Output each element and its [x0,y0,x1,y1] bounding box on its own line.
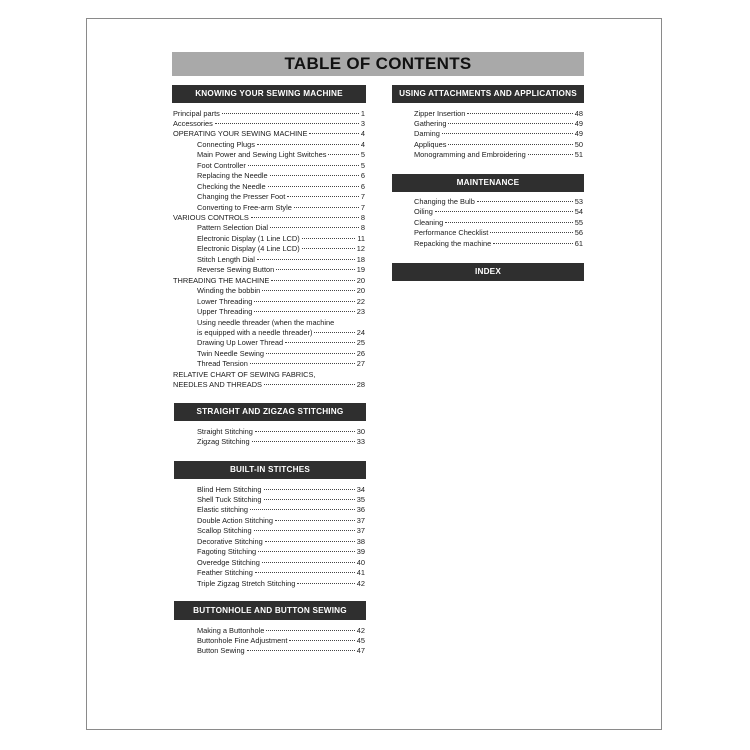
toc-leader-dots [442,133,573,134]
toc-entry-label: Changing the Presser Foot [197,192,286,202]
toc-leader-dots [271,280,354,281]
toc-entry-page: 35 [356,494,365,504]
toc-leader-dots [266,353,355,354]
toc-entry-page: 53 [574,197,583,206]
toc-entry-label: OPERATING YOUR SEWING MACHINE [173,129,308,139]
toc-entry-page: 49 [574,129,583,139]
toc-entry-page: 50 [574,139,583,149]
toc-entry-label: Fagoting Stitching [197,547,257,557]
toc-entry [173,213,365,223]
toc-leader-dots [435,211,573,212]
toc-leader-dots [275,520,355,521]
toc-entry-label: Darning [414,129,440,139]
toc-entry-label: Twin Needle Sewing [197,348,264,358]
toc-entry [414,239,583,249]
toc-entry-label: Checking the Needle [197,181,266,191]
toc-leader-dots [254,530,355,531]
toc-entry-label: Connecting Plugs [197,139,255,149]
toc-entry [197,171,365,181]
toc-entry [197,427,365,437]
toc-leader-dots [276,269,355,270]
toc-entry-page: 30 [356,426,365,436]
toc-entry-page: 34 [356,484,365,494]
toc-entry-label: Buttonhole Fine Adjustment [197,635,288,645]
toc-entry-page: 27 [356,359,365,369]
toc-entry-page: 41 [356,568,365,578]
toc-leader-dots [254,301,354,302]
toc-leader-dots [268,186,359,187]
toc-leader-dots [477,201,573,202]
toc-entry [414,197,583,207]
toc-entry [197,338,365,348]
toc-entry-page: 7 [360,202,365,212]
toc-leader-dots [302,238,356,239]
toc-entry-page: 48 [574,108,583,118]
section-header-index: INDEX [392,263,584,281]
toc-entry-page: 22 [356,296,365,306]
toc-entry [197,307,365,317]
toc-entry [173,370,365,380]
toc-entry-label: Monogramming and Embroidering [414,150,526,160]
toc-entry-label: Gathering [414,118,447,128]
toc-leader-dots [265,541,355,542]
section-header-straight: STRAIGHT AND ZIGZAG STITCHING [174,403,366,421]
toc-leader-dots [528,154,573,155]
toc-leader-dots [289,640,354,641]
section-header-buttonhole: BUTTONHOLE AND BUTTON SEWING [174,601,366,620]
toc-entry-label: Thread Tension [197,359,248,369]
toc-leader-dots [255,572,355,573]
toc-entry-label: Performance Checklist [414,228,489,238]
toc-entry-page: 47 [356,646,365,656]
toc-entry-label: Reverse Sewing Button [197,265,275,275]
toc-leader-dots [328,154,358,155]
toc-entry [197,646,365,656]
toc-entry-label: Zigzag Stitching [197,436,250,446]
toc-leader-dots [266,630,354,631]
toc-entry-label: is equipped with a needle threader) [197,327,313,337]
toc-entry-page: 5 [360,150,365,160]
toc-entry [197,359,365,369]
toc-entry-page: 36 [356,505,365,515]
toc-leader-dots [257,259,355,260]
toc-entry [173,109,365,119]
toc-entry [197,182,365,192]
toc-leader-dots [270,227,359,228]
toc-entry [197,626,365,636]
toc-entry-label: Decorative Stitching [197,536,263,546]
toc-entry-label: Appliques [414,139,447,149]
toc-entry-label: Blind Hem Stitching [197,484,262,494]
toc-entry-label: THREADING THE MACHINE [173,275,270,285]
toc-entry [197,526,365,536]
toc-entry-label: Electronic Display (1 Line LCD) [197,233,300,243]
toc-entry-label: Stitch Length Dial [197,254,255,264]
toc-entry-page: 39 [356,547,365,557]
toc-entry-label: Drawing Up Lower Thread [197,338,284,348]
toc-entry-page: 23 [356,307,365,317]
toc-entry [197,203,365,213]
toc-entry [197,140,365,150]
toc-entry-page: 8 [360,223,365,233]
toc-entry-page: 56 [574,228,583,238]
toc-entry [414,129,583,139]
toc-entry-page: 3 [360,118,365,128]
toc-leader-dots [294,207,359,208]
toc-entry-page: 55 [574,217,583,227]
toc-entry-page: 8 [360,213,365,222]
toc-entry-page: 5 [360,160,365,170]
toc-entry-label: Feather Stitching [197,568,253,578]
toc-entry-label: Principal parts [173,108,220,118]
toc-entry-page: 24 [356,327,365,337]
toc-leader-dots [264,489,355,490]
toc-leader-dots [250,509,355,510]
toc-entry-page: 51 [574,150,583,160]
toc-entry-label: Overedge Stitching [197,557,260,567]
toc-leader-dots [262,562,355,563]
toc-entry-label: Zipper Insertion [414,108,466,118]
toc-entry [197,495,365,505]
toc-leader-dots [309,133,358,134]
toc-leader-dots [248,165,359,166]
toc-leader-dots [262,290,354,291]
toc-leader-dots [270,175,359,176]
toc-entry-page: 4 [360,139,365,149]
toc-entry [197,349,365,359]
toc-entry [414,140,583,150]
toc-entry-page: 1 [360,108,365,118]
toc-entry-page: 18 [356,254,365,264]
toc-entry-page: 26 [356,348,365,358]
toc-entry-page: 28 [356,380,365,390]
toc-leader-dots [222,113,359,114]
toc-leader-dots [314,332,354,333]
toc-entry-label: Repacking the machine [414,238,492,248]
toc-leader-dots [493,243,573,244]
toc-leader-dots [247,650,355,651]
toc-entry-label: Changing the Bulb [414,197,475,206]
toc-entry-label: Pattern Selection Dial [197,223,269,233]
toc-entry [197,485,365,495]
toc-entry-label: VARIOUS CONTROLS [173,213,249,222]
toc-entry [414,119,583,129]
toc-entry-label: Upper Threading [197,307,253,317]
toc-entry-page: 20 [356,275,365,285]
toc-entry-page: 42 [356,578,365,588]
toc-entry-page: 61 [574,238,583,248]
toc-entry [414,207,583,217]
toc-entry-label: Triple Zigzag Stretch Stitching [197,578,296,588]
toc-entry [173,380,365,390]
toc-entry-label: Scallop Stitching [197,526,252,536]
toc-entry [197,568,365,578]
toc-entry-page: 38 [356,536,365,546]
toc-entry [173,129,365,139]
toc-entry [197,636,365,646]
toc-entry [414,228,583,238]
toc-entry-label: Using needle threader (when the machine [197,317,335,327]
toc-entry-page: 37 [356,526,365,536]
toc-entry [173,276,365,286]
toc-entry [173,119,365,129]
toc-entry-page: 19 [356,265,365,275]
toc-entry [197,297,365,307]
toc-entry-label: RELATIVE CHART OF SEWING FABRICS, [173,369,316,379]
toc-entry-page: 11 [357,233,365,243]
toc-leader-dots [287,196,359,197]
toc-leader-dots [252,441,355,442]
toc-entry [197,223,365,233]
toc-leader-dots [255,431,355,432]
toc-entry-label: Making a Buttonhole [197,625,265,635]
toc-entry-label: Replacing the Needle [197,171,268,181]
toc-entry [197,192,365,202]
toc-entry [197,328,365,338]
toc-leader-dots [215,123,359,124]
toc-entry-label: NEEDLES AND THREADS [173,380,262,390]
section-header-maintenance: MAINTENANCE [392,174,584,192]
toc-entry [197,150,365,160]
toc-entry [197,244,365,254]
toc-leader-dots [257,144,359,145]
toc-entry [197,255,365,265]
toc-leader-dots [467,113,572,114]
toc-entry [197,161,365,171]
toc-entry-page: 25 [356,338,365,348]
toc-entry [197,558,365,568]
toc-leader-dots [448,123,572,124]
toc-entry-label: Straight Stitching [197,426,253,436]
toc-entry [414,218,583,228]
toc-entry-label: Foot Controller [197,160,246,170]
toc-leader-dots [264,499,355,500]
toc-leader-dots [448,144,572,145]
toc-entry [197,234,365,244]
toc-entry-label: Accessories [173,118,213,128]
page-title: TABLE OF CONTENTS [172,52,584,76]
toc-leader-dots [285,342,355,343]
toc-leader-dots [297,583,354,584]
toc-entry [197,547,365,557]
toc-entry-label: Converting to Free-arm Style [197,202,292,212]
toc-entry-page: 4 [360,129,365,139]
toc-leader-dots [445,222,573,223]
toc-leader-dots [490,232,572,233]
toc-entry-page: 49 [574,118,583,128]
toc-entry [197,286,365,296]
toc-entry-label: Main Power and Sewing Light Switches [197,150,327,160]
toc-entry-page: 7 [360,192,365,202]
toc-entry-label: Elastic stitching [197,505,248,515]
toc-entry-page: 45 [356,635,365,645]
toc-entry-label: Oiling [414,207,433,217]
toc-entry [197,318,365,328]
toc-entry-page: 12 [356,244,365,254]
toc-entry-page: 40 [356,557,365,567]
section-header-builtin: BUILT-IN STITCHES [174,461,366,479]
toc-entry [414,150,583,160]
toc-entry [197,537,365,547]
toc-leader-dots [264,384,355,385]
toc-leader-dots [251,217,359,218]
toc-entry [197,437,365,447]
toc-entry-page: 20 [356,286,365,296]
toc-leader-dots [258,551,355,552]
toc-entry-label: Winding the bobbin [197,286,261,296]
toc-entry-label: Cleaning [414,217,444,227]
toc-entry-page: 6 [360,181,365,191]
section-header-attachments: USING ATTACHMENTS AND APPLICATIONS [392,85,584,103]
toc-entry [197,265,365,275]
toc-entry-label: Shell Tuck Stitching [197,494,262,504]
toc-entry-page: 42 [356,625,365,635]
toc-entry-page: 6 [360,171,365,181]
toc-entry [414,109,583,119]
toc-leader-dots [254,311,354,312]
toc-entry [197,579,365,589]
toc-entry-page: 54 [574,207,583,217]
toc-entry-label: Electronic Display (4 Line LCD) [197,244,300,254]
section-header-knowing: KNOWING YOUR SEWING MACHINE [172,85,366,103]
toc-entry-label: Lower Threading [197,296,253,306]
toc-leader-dots [302,248,355,249]
toc-entry-label: Button Sewing [197,646,245,656]
toc-entry-page: 37 [356,515,365,525]
toc-entry [197,505,365,515]
toc-entry [197,516,365,526]
toc-entry-label: Double Action Stitching [197,515,274,525]
toc-entry-page: 33 [356,436,365,446]
toc-leader-dots [250,363,355,364]
